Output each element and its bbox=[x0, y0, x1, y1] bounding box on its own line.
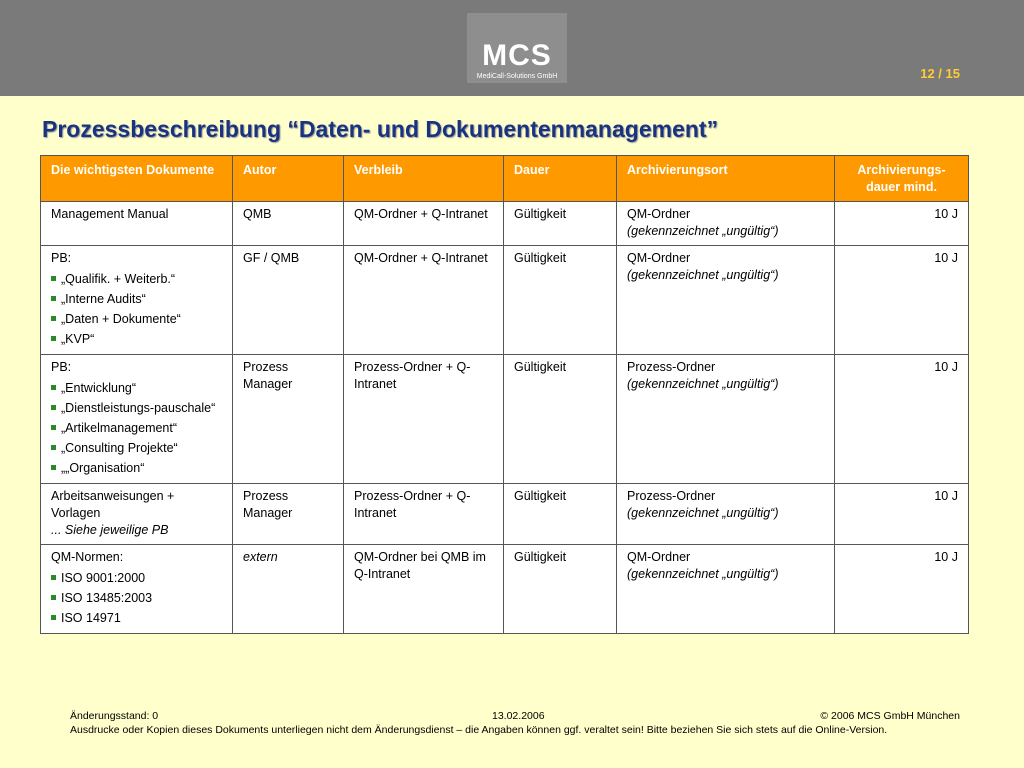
ort-note: (gekennzeichnet „ungültig“) bbox=[627, 268, 779, 282]
list-item: „Dienstleistungs-pauschale“ bbox=[51, 398, 222, 418]
copyright: © 2006 MCS GmbH München bbox=[820, 710, 960, 722]
ort-cell bbox=[617, 202, 835, 246]
ort-text: QM-Ordner bbox=[627, 207, 691, 221]
ort-cell bbox=[617, 355, 835, 484]
mcs-logo bbox=[467, 13, 567, 83]
doc-title: Arbeitsanweisungen + Vorlagen bbox=[51, 489, 175, 520]
list-item: „Interne Audits“ bbox=[51, 289, 222, 309]
doc-list bbox=[51, 269, 222, 349]
ort-cell bbox=[617, 246, 835, 355]
doc-title: QM-Normen: bbox=[51, 550, 124, 564]
doc-note: ... Siehe jeweilige PB bbox=[51, 523, 169, 537]
autor-cell: Prozess Manager bbox=[233, 355, 344, 484]
list-item: „Entwicklung“ bbox=[51, 378, 222, 398]
page-indicator: 12 / 15 bbox=[920, 66, 960, 81]
doc-title: PB: bbox=[51, 251, 72, 265]
doc-title: PB: bbox=[51, 360, 72, 374]
column-header: Autor bbox=[233, 156, 344, 202]
table-row bbox=[41, 355, 969, 484]
archiv-cell: 10 J bbox=[835, 484, 969, 545]
doc-cell bbox=[41, 202, 233, 246]
footer-date: 13.02.2006 bbox=[492, 710, 545, 722]
column-header: Archivierungs-dauer mind. bbox=[835, 156, 969, 202]
doc-cell bbox=[41, 484, 233, 545]
dauer-cell: Gültigkeit bbox=[504, 202, 617, 246]
autor-cell: QMB bbox=[233, 202, 344, 246]
list-item: „„Organisation“ bbox=[51, 458, 222, 478]
archiv-cell: 10 J bbox=[835, 246, 969, 355]
dauer-cell: Gültigkeit bbox=[504, 355, 617, 484]
doc-cell bbox=[41, 246, 233, 355]
list-item: ISO 14971 bbox=[51, 608, 222, 628]
autor-cell: Prozess Manager bbox=[233, 484, 344, 545]
revision-status: Änderungsstand: 0 bbox=[70, 710, 159, 722]
verbleib-cell: Prozess-Ordner + Q-Intranet bbox=[344, 484, 504, 545]
column-header: Verbleib bbox=[344, 156, 504, 202]
column-header: Archivierungsort bbox=[617, 156, 835, 202]
doc-cell bbox=[41, 545, 233, 634]
header-bar bbox=[0, 0, 1024, 96]
table-header-row bbox=[41, 156, 969, 202]
column-header: Die wichtigsten Dokumente bbox=[41, 156, 233, 202]
verbleib-cell: QM-Ordner bei QMB im Q-Intranet bbox=[344, 545, 504, 634]
ort-note: (gekennzeichnet „ungültig“) bbox=[627, 567, 779, 581]
ort-cell bbox=[617, 484, 835, 545]
ort-note: (gekennzeichnet „ungültig“) bbox=[627, 224, 779, 238]
ort-text: Prozess-Ordner bbox=[627, 489, 716, 503]
ort-text: Prozess-Ordner bbox=[627, 360, 716, 374]
disclaimer: Ausdrucke oder Kopien dieses Dokuments unterliegen nicht dem Änderungsdienst – die Angaben können ggf. veraltet sein! Bitte beziehen Sie sich stets auf die Online-Version. bbox=[70, 724, 888, 736]
archiv-cell: 10 J bbox=[835, 355, 969, 484]
verbleib-cell: Prozess-Ordner + Q-Intranet bbox=[344, 355, 504, 484]
autor-cell: extern bbox=[233, 545, 344, 634]
dauer-cell: Gültigkeit bbox=[504, 484, 617, 545]
autor-cell: GF / QMB bbox=[233, 246, 344, 355]
table-row bbox=[41, 202, 969, 246]
ort-cell bbox=[617, 545, 835, 634]
list-item: ISO 9001:2000 bbox=[51, 568, 222, 588]
verbleib-cell: QM-Ordner + Q-Intranet bbox=[344, 202, 504, 246]
table-row bbox=[41, 246, 969, 355]
archiv-cell: 10 J bbox=[835, 202, 969, 246]
list-item: „Daten + Dokumente“ bbox=[51, 309, 222, 329]
table-row bbox=[41, 484, 969, 545]
table-row bbox=[41, 545, 969, 634]
verbleib-cell: QM-Ordner + Q-Intranet bbox=[344, 246, 504, 355]
list-item: „Qualifik. + Weiterb.“ bbox=[51, 269, 222, 289]
doc-list bbox=[51, 378, 222, 478]
doc-title: Management Manual bbox=[51, 207, 169, 221]
dauer-cell: Gültigkeit bbox=[504, 545, 617, 634]
ort-note: (gekennzeichnet „ungültig“) bbox=[627, 506, 779, 520]
list-item: „Consulting Projekte“ bbox=[51, 438, 222, 458]
list-item: ISO 13485:2003 bbox=[51, 588, 222, 608]
logo-text: MCS bbox=[482, 39, 552, 72]
dauer-cell: Gültigkeit bbox=[504, 246, 617, 355]
column-header: Dauer bbox=[504, 156, 617, 202]
list-item: „KVP“ bbox=[51, 329, 222, 349]
list-item: „Artikelmanagement“ bbox=[51, 418, 222, 438]
ort-note: (gekennzeichnet „ungültig“) bbox=[627, 377, 779, 391]
ort-text: QM-Ordner bbox=[627, 251, 691, 265]
ort-text: QM-Ordner bbox=[627, 550, 691, 564]
doc-cell bbox=[41, 355, 233, 484]
documents-table bbox=[40, 155, 969, 634]
page-title: Prozessbeschreibung “Daten- und Dokumentenmanagement” bbox=[42, 116, 719, 142]
archiv-cell: 10 J bbox=[835, 545, 969, 634]
logo-subtitle: MediCall-Solutions GmbH bbox=[476, 73, 558, 80]
doc-list bbox=[51, 568, 222, 628]
